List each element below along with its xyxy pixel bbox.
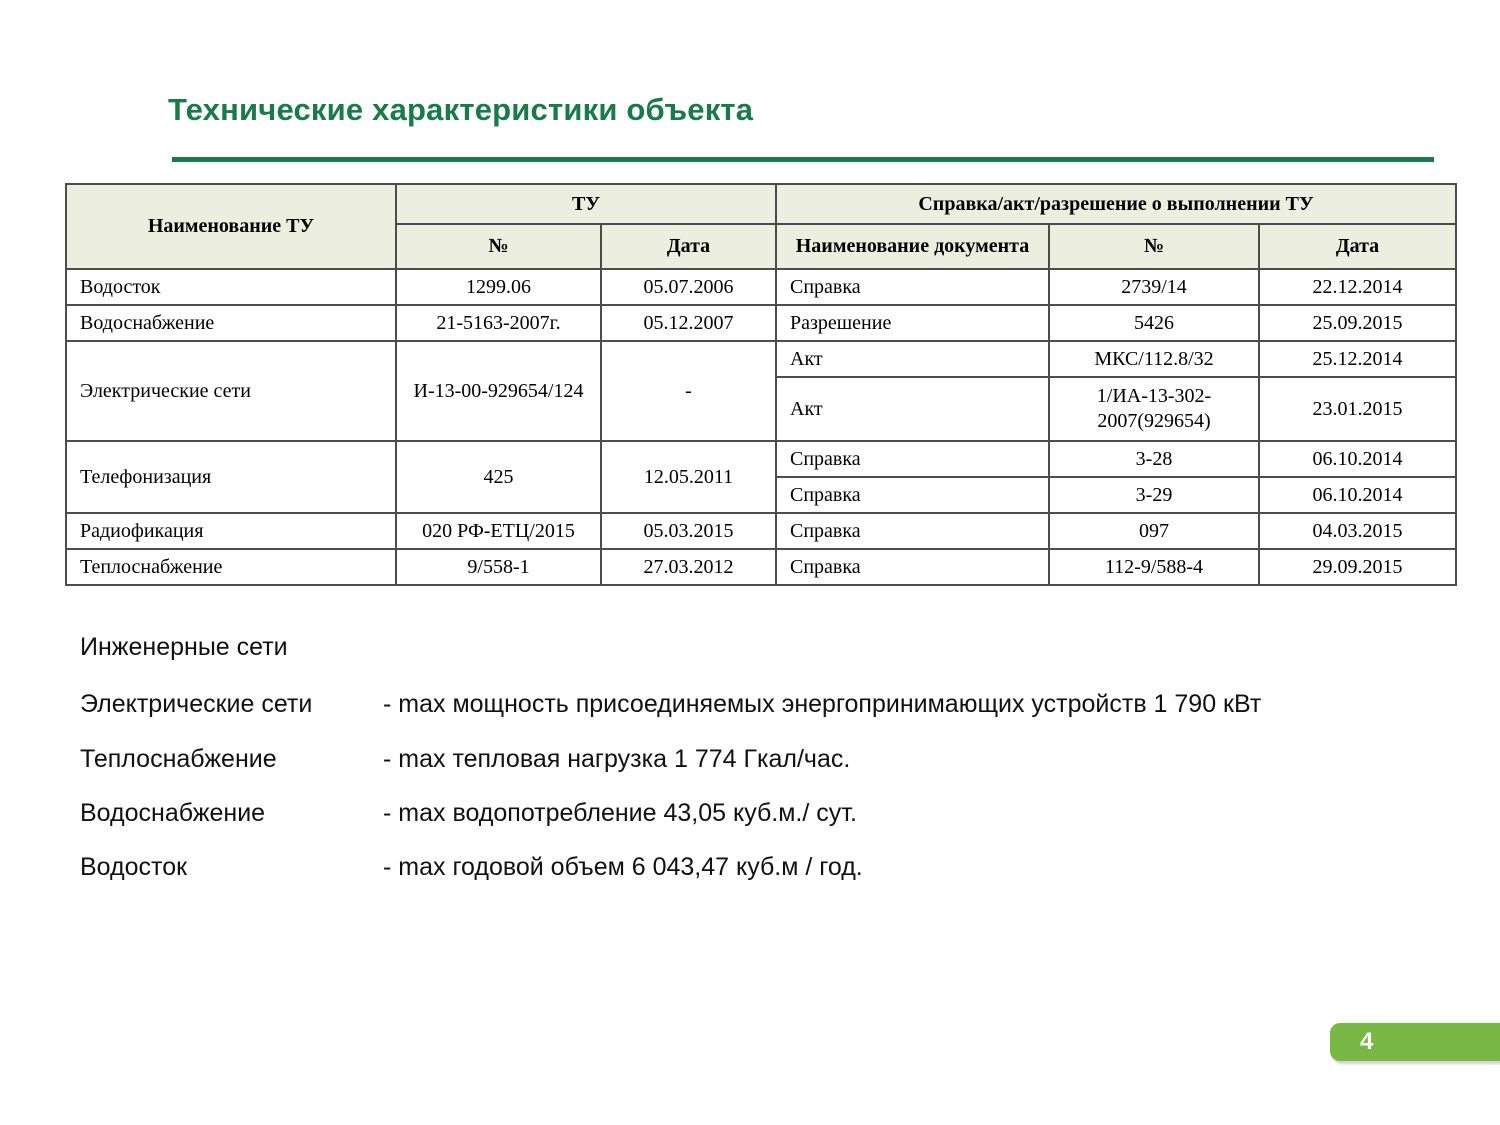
cell-doc-date: 22.12.2014 [1259,269,1456,305]
note-item [80,799,1420,828]
cell-doc-type: Справка [776,513,1049,549]
header-doc-name: Наименование документа [776,224,1049,269]
note-text: - max тепловая нагрузка 1 774 Гкал/час. [383,745,851,773]
cell-tu-number: И-13-00-929654/124 [396,341,601,441]
page-title: Технические характеристики объекта [168,92,754,127]
header-doc-group: Справка/акт/разрешение о выполнении ТУ [776,184,1456,224]
cell-tu-name: Водосток [66,269,396,305]
page-number: 4 [1360,1028,1374,1055]
cell-tu-number: 21-5163-2007г. [396,305,601,341]
cell-tu-date: 05.03.2015 [601,513,776,549]
cell-doc-number: 2739/14 [1049,269,1259,305]
cell-tu-name: Теплоснабжение [66,549,396,585]
note-text: - max водопотребление 43,05 куб.м./ сут. [383,799,857,827]
cell-tu-date: 12.05.2011 [601,441,776,513]
note-text: - max годовой объем 6 043,47 куб.м / год. [383,853,863,881]
note-label: Теплоснабжение [80,745,277,773]
header-name-tu: Наименование ТУ [66,184,396,269]
cell-doc-date: 06.10.2014 [1259,477,1456,513]
technical-conditions-table [65,183,1457,586]
table-row [66,341,1456,377]
note-item [80,853,1420,882]
cell-doc-type: Акт [776,341,1049,377]
cell-doc-type: Справка [776,477,1049,513]
header-tu-number: № [396,224,601,269]
cell-tu-name: Водоснабжение [66,305,396,341]
cell-doc-date: 04.03.2015 [1259,513,1456,549]
table-row [66,305,1456,341]
cell-doc-type: Акт [776,377,1049,441]
cell-tu-date: - [601,341,776,441]
note-item [80,690,1420,719]
cell-doc-number: МКС/112.8/32 [1049,341,1259,377]
cell-tu-number: 9/558-1 [396,549,601,585]
cell-doc-type: Справка [776,269,1049,305]
note-label: Электрические сети [80,690,313,718]
cell-doc-date: 25.12.2014 [1259,341,1456,377]
note-item [80,745,1420,774]
cell-tu-number: 1299.06 [396,269,601,305]
cell-doc-number: 112-9/588-4 [1049,549,1259,585]
title-underline [172,157,1434,162]
header-doc-date: Дата [1259,224,1456,269]
cell-doc-date: 06.10.2014 [1259,441,1456,477]
cell-tu-name: Телефонизация [66,441,396,513]
cell-tu-number: 425 [396,441,601,513]
cell-tu-name: Электрические сети [66,341,396,441]
cell-tu-date: 05.12.2007 [601,305,776,341]
page-number-badge [1330,1023,1500,1061]
cell-doc-number: 097 [1049,513,1259,549]
cell-doc-number: 5426 [1049,305,1259,341]
note-label: Водоснабжение [80,799,266,827]
notes-heading: Инженерные сети [80,633,288,661]
cell-doc-date: 29.09.2015 [1259,549,1456,585]
table-row [66,513,1456,549]
cell-tu-date: 05.07.2006 [601,269,776,305]
cell-doc-type: Разрешение [776,305,1049,341]
note-label: Водосток [80,853,188,881]
header-tu-date: Дата [601,224,776,269]
table-row [66,441,1456,477]
cell-doc-number: 3-28 [1049,441,1259,477]
table-row [66,269,1456,305]
cell-doc-date: 23.01.2015 [1259,377,1456,441]
header-tu-group: ТУ [396,184,776,224]
cell-tu-date: 27.03.2012 [601,549,776,585]
cell-doc-number: 3-29 [1049,477,1259,513]
cell-doc-type: Справка [776,441,1049,477]
note-text: - max мощность присоединяемых энергопринимающих устройств 1 790 кВт [383,690,1262,718]
cell-tu-number: 020 РФ-ЕТЦ/2015 [396,513,601,549]
header-doc-number: № [1049,224,1259,269]
table-row [66,549,1456,585]
cell-doc-type: Справка [776,549,1049,585]
cell-doc-date: 25.09.2015 [1259,305,1456,341]
cell-doc-number: 1/ИА-13-302-2007(929654) [1049,377,1259,441]
cell-tu-name: Радиофикация [66,513,396,549]
